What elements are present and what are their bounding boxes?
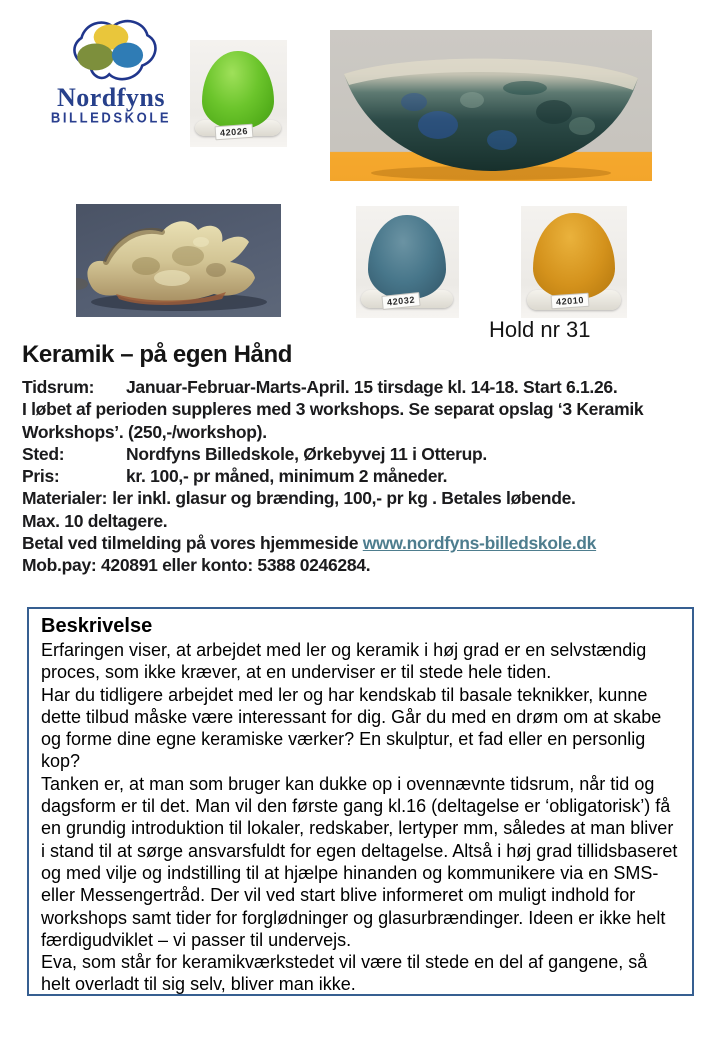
description-paragraph: Eva, som står for keramikværkstedet vil være til stede en del af gangene, så helt overladt til sig selv, bliver man ikke.	[41, 952, 648, 995]
website-link[interactable]: www.nordfyns-billedskole.dk	[362, 533, 597, 554]
info-value: Betal ved tilmelding på vores hjemmeside	[22, 533, 363, 554]
info-label: Sted:	[22, 443, 65, 464]
photo-ceramic-bowl	[330, 30, 652, 181]
info-value: Max. 10 deltagere.	[22, 510, 168, 531]
course-info	[22, 376, 700, 577]
orange-egg-label: 42010	[551, 293, 590, 310]
info-line-sted	[22, 443, 700, 465]
info-value: ler inkl. glasur og brænding, 100,- pr kg . Betales løbende.	[112, 488, 576, 509]
teal-egg-label: 42032	[381, 292, 420, 310]
photo-teal-egg	[356, 206, 459, 318]
info-line-tidsrum	[22, 376, 700, 398]
fish-sculpture-shape	[76, 204, 281, 317]
description-box	[27, 607, 694, 996]
logo-name: Nordfyns	[56, 83, 165, 112]
photo-green-egg	[190, 40, 287, 147]
info-line-mobpay	[22, 554, 700, 576]
teal-egg-shape	[368, 215, 446, 299]
info-line-max	[22, 510, 700, 532]
photo-orange-egg	[521, 206, 627, 318]
description-paragraph: Tanken er, at man som bruger kan dukke op i ovennævnte tidsrum, når tid og dagsform er til det. Man vil den første gang kl.16 (deltagelse er ‘obligatorisk’) få en grundig introduktion til lokaler, redskaber, lertyper mm, således at man bliver i stand til at sørge ansvarsfuldt for egen deltagelse. Altså i høj grad tillidsbaseret og med vilje og indstilling til at hjælpe hinanden og kommunikere via en SMS- eller Messengertråd. Der vil ved start blive informeret om muligt indhold for workshops samt tider for forglødninger og glasurbrændinger. Ideen er ikke helt færdigudviklet – vi passer til undervejs.	[41, 773, 678, 950]
info-line-betaling	[22, 532, 700, 554]
orange-egg-shape	[533, 213, 615, 299]
school-logo	[50, 14, 172, 130]
info-value: kr. 100,- pr måned, minimum 2 måneder.	[126, 466, 448, 487]
info-label: Tidsrum:	[22, 377, 95, 397]
info-line-materialer	[22, 487, 700, 509]
info-label: Pris:	[22, 466, 60, 487]
info-value: Mob.pay: 420891 eller konto: 5388 0246284.	[22, 555, 371, 576]
logo-subname: BILLEDSKOLE	[50, 109, 172, 126]
page-title: Keramik – på egen Hånd	[22, 341, 292, 368]
description-paragraph: Har du tidligere arbejdet med ler og har kendskab til basale teknikker, kunne dette tilbud måske være interessant for dig. Går du med en drøm om at skabe og forme dine egne keramiske værker? En skulptur, et fad eller en personlig kop?	[41, 684, 662, 772]
photo-fish-sculpture	[76, 204, 281, 317]
info-label: Materialer:	[22, 488, 108, 509]
info-value: I løbet af perioden suppleres med 3 workshops. Se separat opslag ‘3 Keramik Workshops’. (250,-/workshop).	[22, 399, 644, 442]
description-heading: Beskrivelse	[41, 615, 153, 637]
info-line-workshops	[22, 398, 700, 443]
logo-blob-icon	[59, 14, 163, 86]
hold-number: Hold nr 31	[489, 317, 591, 342]
info-value: Januar-Februar-Marts-April. 15 tirsdage kl. 14-18. Start 6.1.26.	[126, 377, 618, 397]
ceramic-bowl-shape	[330, 30, 652, 181]
green-egg-shape	[202, 51, 274, 129]
green-egg-label: 42026	[215, 124, 254, 141]
info-value: Nordfyns Billedskole, Ørkebyvej 11 i Otterup.	[126, 443, 487, 464]
info-line-pris	[22, 465, 700, 487]
description-paragraph: Erfaringen viser, at arbejdet med ler og keramik i høj grad er en selvstændig proces, som ikke kræver, at en underviser er til stede hele tiden.	[41, 640, 647, 683]
